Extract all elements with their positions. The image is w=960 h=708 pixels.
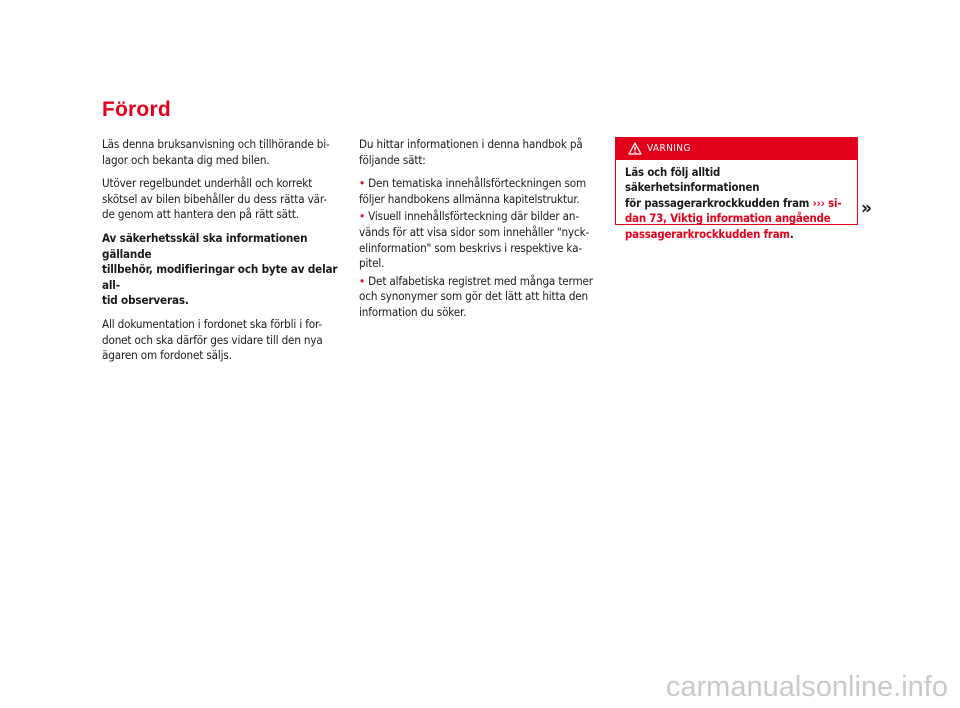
column-middle: [359, 137, 609, 329]
warning-heading: VARNING: [647, 143, 691, 154]
column-left: [102, 137, 352, 372]
list-item: [359, 176, 609, 207]
paragraph: All dokumentation i fordonet ska förbli i for- donet och ska därför ges vidare till den nya ägaren om fordonet säljs.: [102, 316, 323, 363]
warning-box: [615, 137, 858, 241]
bullet-icon: •: [359, 176, 366, 191]
paragraph-bold: Av säkerhetsskäl ska informationen gällande tillbehör, modifieringar och byte av delar all- tid observeras.: [102, 230, 338, 308]
paragraph: Utöver regelbundet underhåll och korrekt skötsel av bilen bibehåller du dess rätta vär- de genom att hantera den på rätt sätt.: [102, 176, 327, 222]
page-title: Förord: [102, 98, 171, 121]
warning-text: [616, 160, 857, 242]
warning-triangle-icon: [628, 142, 642, 155]
continue-arrow-icon: »: [861, 197, 873, 219]
bullet-icon: •: [359, 209, 366, 224]
warning-text-end: .: [789, 227, 794, 241]
bullet-icon: •: [359, 273, 366, 288]
warning-text-start: Läs och följ alltid säkerhetsinformationen för passagerarkrockkudden fram: [625, 166, 810, 210]
list-item-text: Den tematiska innehållsförteckningen som följer handbokens allmänna kapitelstruktur.: [359, 176, 587, 206]
warning-header: [616, 138, 857, 160]
list-item-text: Det alfabetiska registret med många termer och synonymer som gör det lätt att hitta den information du söker.: [359, 273, 593, 319]
paragraph: Läs denna bruksanvisning och tillhörande bi- lagor och bekanta dig med bilen.: [102, 137, 330, 167]
page-reference-link[interactable]: ››› si- dan 73, Viktig information angående passagerarkrockkudden fram: [625, 196, 842, 241]
list-item: [359, 274, 609, 321]
paragraph-intro: Du hittar informationen i denna handbok på följande sätt:: [359, 137, 583, 167]
list-item-text: Visuell innehållsförteckning där bilder an- vänds för att visa sidor som innehåller "nyck- elinformation" som beskrivs i respektive ka- pitel.: [359, 209, 590, 271]
list-item: [359, 209, 609, 271]
watermark: carmanualsonline.info: [665, 671, 948, 703]
